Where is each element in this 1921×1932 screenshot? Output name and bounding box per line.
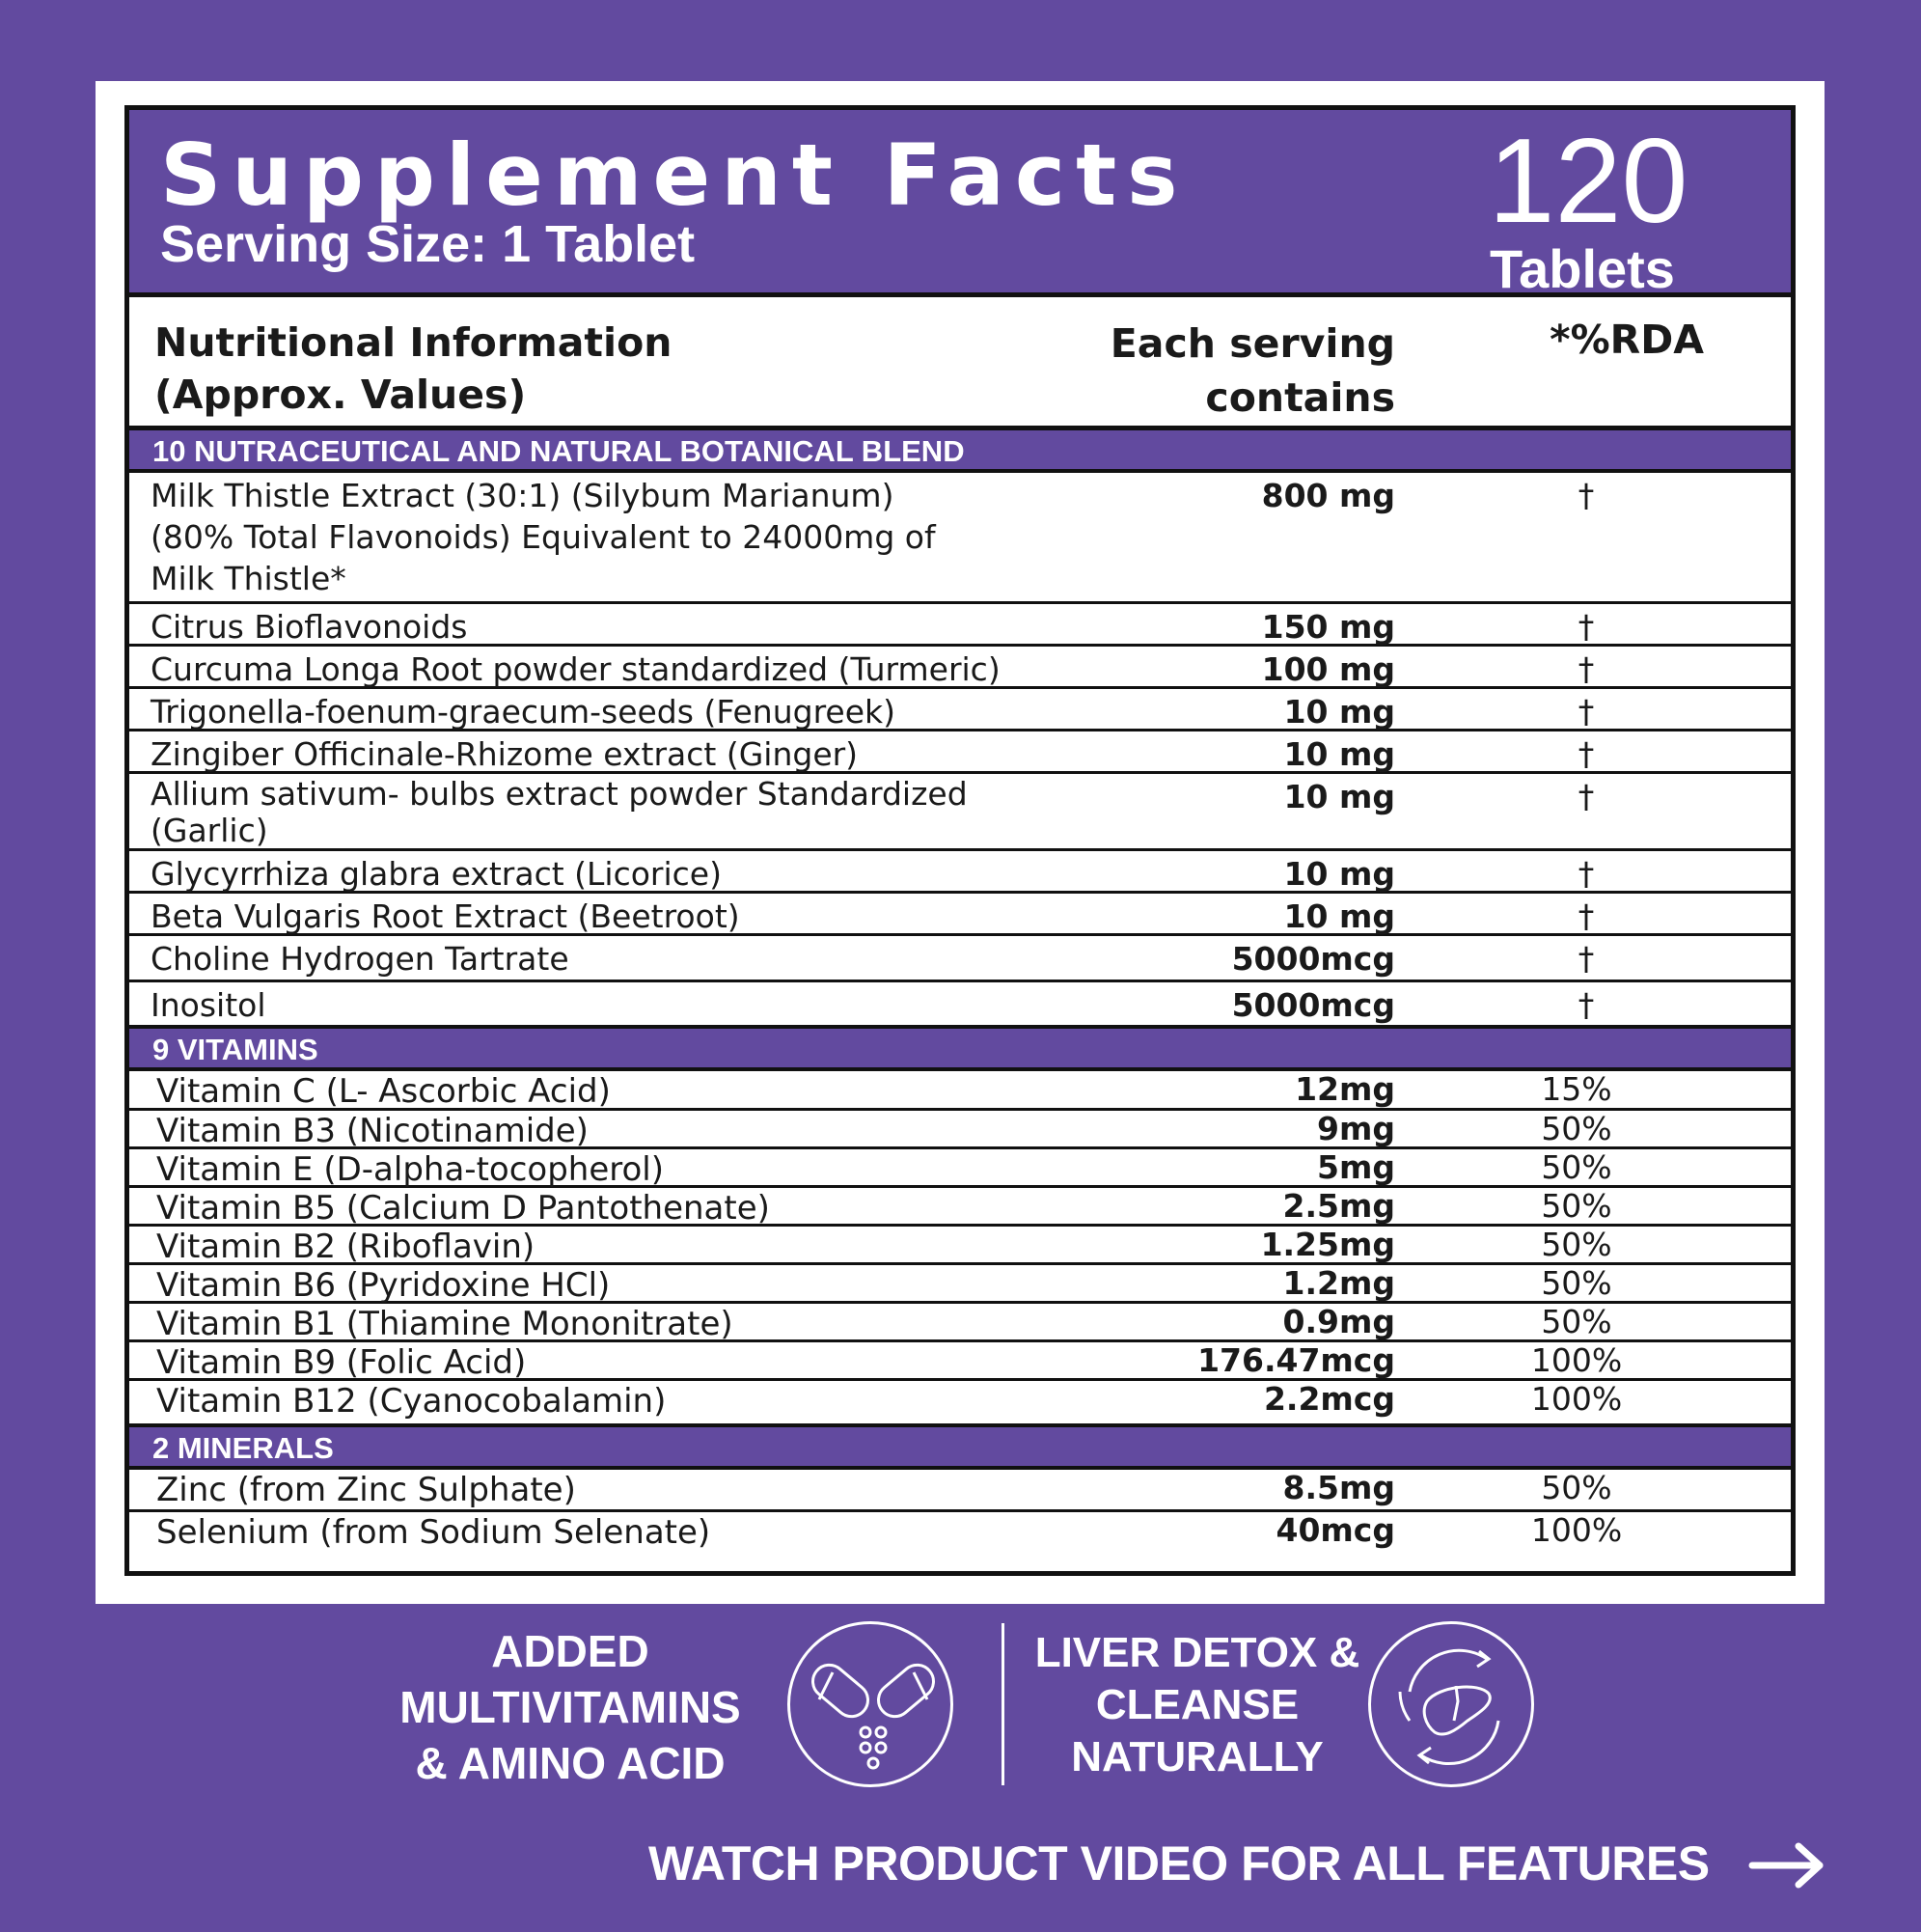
table-row [129,1381,1791,1427]
ingredient-amount: 800 mg [1261,477,1395,514]
ingredient-name: Trigonella-foenum-graecum-seeds (Fenugreek) [151,693,896,731]
page-title: Supplement Facts [160,125,1189,225]
ingredient-rda: † [1578,735,1595,773]
table-row [129,936,1791,982]
ingredient-name: Allium sativum- bulbs extract powder Standardized (Garlic) [151,775,968,849]
ingredient-name: Beta Vulgaris Root Extract (Beetroot) [151,897,740,935]
table-row [129,1265,1791,1304]
vitamin-amount: 1.25mg [1260,1226,1395,1263]
vitamin-rda: 100% [1530,1341,1623,1379]
column-header-rda: *%RDA [1550,317,1704,363]
mineral-amount: 40mcg [1276,1511,1395,1549]
ingredient-rda: † [1578,477,1595,514]
ingredient-name: Citrus Bioflavonoids [151,608,468,646]
ingredient-rda: † [1578,650,1595,688]
table-row [129,473,1791,604]
table-row [129,982,1791,1029]
section-header-minerals: 2 MINERALS [129,1427,1791,1470]
vitamin-rda: 50% [1541,1187,1612,1225]
ingredient-name: Choline Hydrogen Tartrate [151,940,569,978]
table-row [129,851,1791,894]
table-row [129,689,1791,731]
feature-strip [0,1604,1921,1932]
table-row [129,1470,1791,1512]
table-row [129,647,1791,689]
ingredient-rda: † [1578,897,1595,935]
table-row [129,1149,1791,1188]
vitamin-rda: 15% [1541,1070,1612,1108]
feature-divider [1002,1623,1004,1785]
vitamin-name: Vitamin B5 (Calcium D Pantothenate) [156,1189,770,1228]
mineral-name: Selenium (from Sodium Selenate) [156,1513,711,1552]
vitamin-amount: 12mg [1295,1070,1395,1108]
vitamin-name: Vitamin B1 (Thiamine Mononitrate) [156,1305,733,1343]
vitamin-rda: 50% [1541,1226,1612,1263]
section-header-blend: 10 NUTRACEUTICAL AND NATURAL BOTANICAL BLEND [129,430,1791,473]
ingredient-name: Zingiber Officinale-Rhizome extract (Ginger) [151,735,859,773]
vitamin-name: Vitamin B2 (Riboflavin) [156,1228,535,1266]
capsule-icon [787,1621,953,1787]
ingredient-amount: 10 mg [1283,693,1395,731]
vitamin-rda: 50% [1541,1303,1612,1340]
vitamin-name: Vitamin B12 (Cyanocobalamin) [156,1382,667,1421]
vitamin-rda: 50% [1541,1264,1612,1302]
vitamin-name: Vitamin C (L- Ascorbic Acid) [156,1072,611,1111]
arrow-right-icon[interactable] [1748,1841,1827,1890]
ingredient-rda: † [1578,940,1595,978]
ingredient-name: Curcuma Longa Root powder standardized (Turmeric) [151,650,1001,688]
table-row [129,1071,1791,1111]
vitamin-amount: 176.47mcg [1197,1341,1395,1379]
table-row [129,774,1791,851]
column-header-name: Nutritional Information (Approx. Values) [154,319,672,418]
feature-multivitamins: ADDED MULTIVITAMINS & AMINO ACID [399,1626,741,1788]
ingredient-amount: 10 mg [1283,855,1395,893]
vitamin-amount: 2.2mcg [1263,1380,1395,1418]
vitamin-name: Vitamin B9 (Folic Acid) [156,1343,527,1382]
ingredient-name: Glycyrrhiza glabra extract (Licorice) [151,855,722,893]
vitamin-amount: 0.9mg [1282,1303,1395,1340]
vitamin-amount: 1.2mg [1282,1264,1395,1302]
feature-liver-detox: LIVER DETOX & CLEANSE NATURALLY [1034,1629,1360,1780]
ingredient-amount: 10 mg [1283,897,1395,935]
vitamin-name: Vitamin E (D-alpha-tocopherol) [156,1150,664,1189]
ingredient-amount: 5000mcg [1231,940,1395,978]
table-row [129,1227,1791,1265]
vitamin-rda: 50% [1541,1110,1612,1147]
mineral-amount: 8.5mg [1282,1469,1395,1506]
ingredient-amount: 10 mg [1283,778,1395,815]
facts-header [129,110,1791,297]
table-row [129,604,1791,647]
table-row [129,1188,1791,1227]
tablet-count: 120 [1488,115,1688,248]
section-header-vitamins: 9 VITAMINS [129,1029,1791,1071]
ingredient-amount: 150 mg [1261,608,1395,646]
ingredient-rda: † [1578,693,1595,731]
column-header-amount: Each serving contains [1110,320,1395,421]
ingredient-name: Milk Thistle Extract (30:1) (Silybum Marianum) (80% Total Flavonoids) Equivalent to 24000mg of Milk Thistle* [151,477,936,597]
table-row [129,1111,1791,1149]
table-row [129,731,1791,774]
vitamin-name: Vitamin B6 (Pyridoxine HCl) [156,1266,611,1305]
table-row [129,1304,1791,1342]
mineral-rda: 100% [1530,1511,1623,1549]
table-row [129,894,1791,936]
vitamin-rda: 100% [1530,1380,1623,1418]
ingredient-amount: 100 mg [1261,650,1395,688]
ingredient-rda: † [1578,778,1595,815]
tablet-count-unit: Tablets [1490,238,1675,299]
vitamin-amount: 5mg [1317,1148,1395,1186]
ingredient-rda: † [1578,608,1595,646]
vitamin-name: Vitamin B3 (Nicotinamide) [156,1112,589,1150]
ingredient-name: Inositol [151,986,266,1024]
table-row [129,1512,1791,1557]
mineral-name: Zinc (from Zinc Sulphate) [156,1471,576,1509]
watch-video-link[interactable]: WATCH PRODUCT VIDEO FOR ALL FEATURES [648,1836,1710,1891]
vitamin-rda: 50% [1541,1148,1612,1186]
supplement-facts-table [124,105,1796,1576]
liver-icon [1368,1621,1534,1787]
ingredient-amount: 5000mcg [1231,986,1395,1024]
serving-size: Serving Size: 1 Tablet [160,215,696,273]
ingredient-rda: † [1578,986,1595,1024]
column-headers [129,297,1791,430]
mineral-rda: 50% [1541,1469,1612,1506]
ingredient-rda: † [1578,855,1595,893]
ingredient-amount: 10 mg [1283,735,1395,773]
vitamin-amount: 2.5mg [1282,1187,1395,1225]
vitamin-amount: 9mg [1317,1110,1395,1147]
table-row [129,1342,1791,1381]
